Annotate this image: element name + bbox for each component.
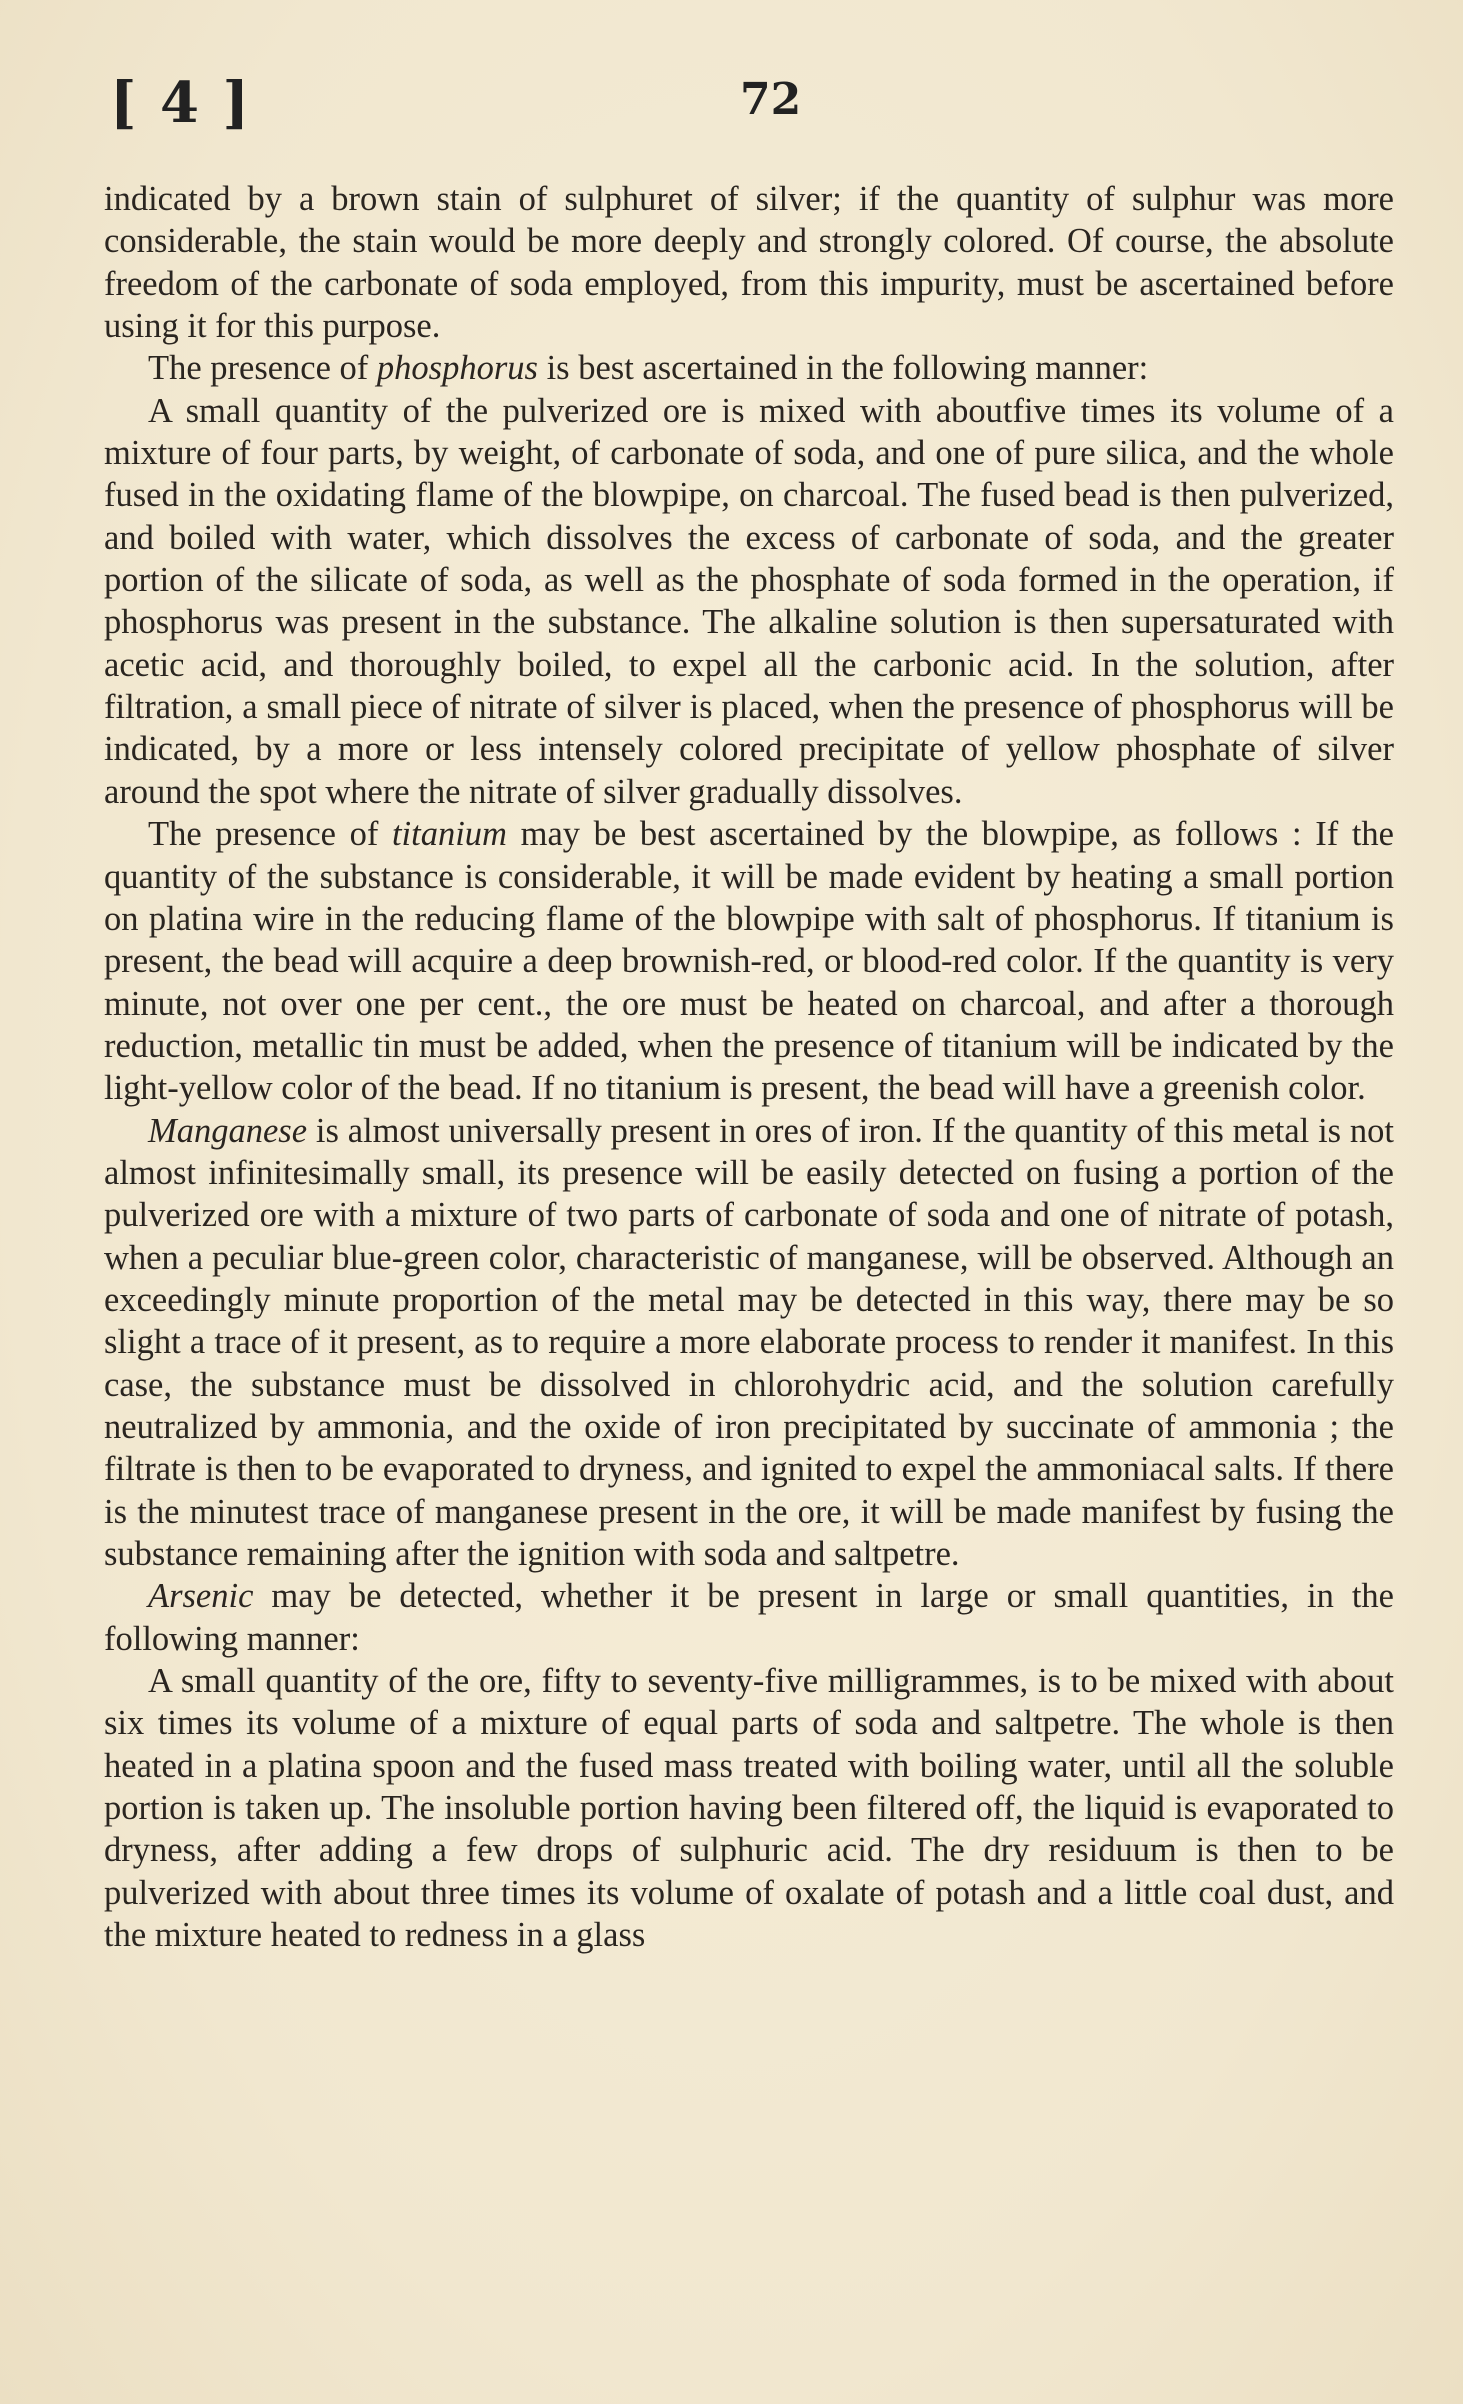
paragraph bbox=[104, 813, 1394, 1109]
paragraph bbox=[104, 347, 1394, 389]
italic-term-arsenic: Arsenic bbox=[148, 1577, 254, 1616]
italic-term-manganese: Manganese bbox=[148, 1111, 308, 1150]
italic-term-titanium: titanium bbox=[391, 815, 507, 854]
signature-mark: [ 4 ] bbox=[110, 70, 251, 136]
paragraph-text: A small quantity of the ore, fifty to seventy-five milligrammes, is to be mixed with about six times its volume of a mixture of equal parts of soda and saltpetre. The whole is then heated in a platina spoon and the fused mass treated with boiling water, until all the soluble portion is taken up. The insoluble portion having been filtered off, the liquid is evaporated to dryness, after adding a few drops of sulphuric acid. The dry residuum is then to be pulverized with about three times its volume of oxalate of potash and a little coal dust, and the mixture heated to redness in a glass bbox=[104, 1662, 1394, 1955]
paragraph-text: A small quantity of the pulverized ore is mixed with aboutfive times its volume of a mixture of four parts, by weight, of carbonate of soda, and one of pure silica, and the whole fused in the oxidating flame of the blowpipe, on charcoal. The fused bead is then pulverized, and boiled with water, which dissolves the excess of carbonate of soda, and the greater portion of the silicate of soda, as well as the phosphate of soda formed in the operation, if phosphorus was present in the substance. The alkaline solution is then supersaturated with acetic acid, and thoroughly boiled, to expel all the carbonic acid. In the solution, after filtration, a small piece of nitrate of silver is placed, when the presence of phosphorus will be indicated, by a more or less intensely colored precipitate of yellow phosphate of silver around the spot where the nitrate of silver gradually dissolves. bbox=[104, 391, 1394, 811]
paragraph-text: The presence of bbox=[148, 815, 392, 854]
paragraph bbox=[104, 1575, 1394, 1660]
paragraph-text: may be best ascertained by the blowpipe, as follows : If the quantity of the substance is considerable, it will be made evident by heating a small portion on platina wire in the reducing flame of the blowpipe with salt of phosphorus. If titanium is present, the bead will acquire a deep brownish-red, or blood-red color. If the quantity is very minute, not over one per cent., the ore must be heated on charcoal, and after a thorough reduction, metallic tin must be added, when the presence of titanium will be indicated by the light-yellow color of the bead. If no titanium is present, the bead will have a greenish color. bbox=[104, 815, 1394, 1108]
paragraph bbox=[104, 178, 1394, 347]
paragraph bbox=[104, 390, 1394, 813]
body-text bbox=[104, 178, 1394, 1956]
paragraph-text: is best ascertained in the following manner: bbox=[537, 349, 1149, 388]
page-number: 72 bbox=[740, 74, 802, 125]
paragraph-text: is almost universally present in ores of iron. If the quantity of this metal is not almost infinitesimally small, its presence will be easily detected on fusing a portion of the pulverized ore with a mixture of two parts of carbonate of soda and one of nitrate of potash, when a peculiar blue-green color, characteristic of manganese, will be observed. Although an exceedingly minute proportion of the metal may be detected in this way, there may be so slight a trace of it present, as to require a more elaborate process to render it manifest. In this case, the substance must be dissolved in chlorohydric acid, and the solution carefully neutralized by ammonia, and the oxide of iron precipitated by succinate of ammonia ; the filtrate is then to be evaporated to dryness, and ignited to expel the ammoniacal salts. If there is the minutest trace of manganese present in the ore, it will be made manifest by fusing the substance remaining after the ignition with soda and saltpetre. bbox=[104, 1111, 1394, 1573]
paragraph-text: indicated by a brown stain of sulphuret of silver; if the quantity of sulphur was more considerable, the stain would be more deeply and strongly colored. Of course, the absolute freedom of the carbonate of soda employed, from this impurity, must be ascertained before using it for this purpose. bbox=[104, 180, 1394, 346]
paragraph-text: may be detected, whether it be present in large or small quantities, in the following manner: bbox=[104, 1577, 1394, 1658]
italic-term-phosphorus: phosphorus bbox=[376, 349, 538, 388]
paragraph bbox=[104, 1110, 1394, 1576]
paragraph bbox=[104, 1660, 1394, 1956]
paragraph-text: The presence of bbox=[148, 349, 377, 388]
page-header bbox=[110, 70, 1360, 150]
